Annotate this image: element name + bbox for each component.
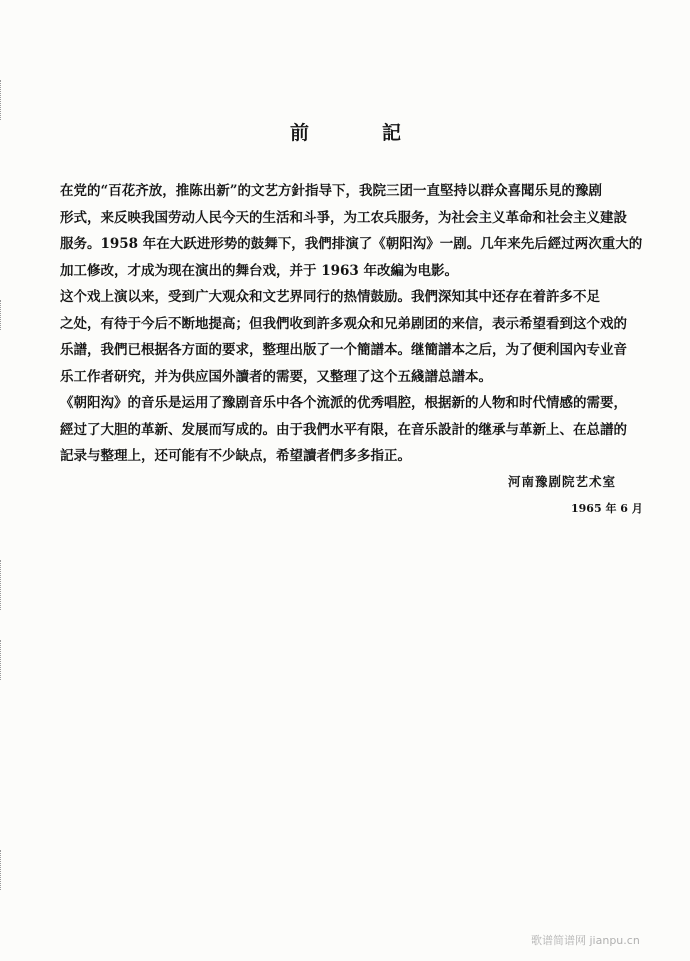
paragraph-1-line-3: 服务。1958 年在大跃进形势的鼓舞下，我們排演了《朝阳沟》一剧。几年来先后經过两次重大的 xyxy=(60,236,643,252)
title-char-2: 記 xyxy=(382,122,404,144)
paragraph-2-line-4: 乐工作者研究，并为供应国外讀者的需要，又整理了这个五綫譜总譜本。 xyxy=(60,368,492,385)
margin-scan-mark xyxy=(0,80,4,120)
paragraph-1-line-1: 在党的“百花齐放，推陈出新”的文艺方針指导下，我院三团一直堅持以群众喜聞乐見的豫剧 xyxy=(60,183,603,199)
paragraph-3-line-3: 記录与整理上，还可能有不少缺点，希望讀者們多多指正。 xyxy=(60,448,411,464)
title-char-1: 前 xyxy=(290,122,312,144)
paragraph-1-line-4: 加工修改，才成为现在演出的舞台戏，并于 1963 年改編为电影。 xyxy=(60,262,458,279)
margin-scan-mark xyxy=(0,640,4,680)
margin-scan-mark xyxy=(0,850,4,890)
margin-scan-mark xyxy=(0,560,4,610)
margin-scan-mark xyxy=(0,300,4,330)
paragraph-3-line-2: 經过了大胆的革新、发展而写成的。由于我們水平有限，在音乐設計的继承与革新上、在总譜的 xyxy=(60,421,627,438)
paragraph-1-line-2: 形式，来反映我国劳动人民今天的生活和斗爭，为工农兵服务，为社会主义革命和社会主义建設 xyxy=(60,209,627,226)
site-watermark: 歌谱简谱网 jianpu.cn xyxy=(531,934,640,947)
signature: 河南豫剧院艺术室 xyxy=(508,474,617,489)
paragraph-2-line-2: 之处，有待于今后不断地提高；但我們收到許多观众和兄弟剧团的来信，表示希望看到这个戏的 xyxy=(60,315,627,332)
paragraph-3-line-1: 《朝阳沟》的音乐是运用了豫剧音乐中各个流派的优秀唱腔，根据新的人物和时代情感的需要， xyxy=(60,395,627,411)
preface-body xyxy=(60,178,672,470)
date-line: 1965 年 6 月 xyxy=(571,502,643,515)
paragraph-2-line-3: 乐譜，我們已根据各方面的要求，整理出版了一个簡譜本。继簡譜本之后，为了便利国內专业音 xyxy=(60,342,627,358)
paragraph-2-line-1: 这个戏上演以来，受到广大观众和文艺界同行的热情鼓励。我們深知其中还存在着許多不足 xyxy=(60,289,600,305)
